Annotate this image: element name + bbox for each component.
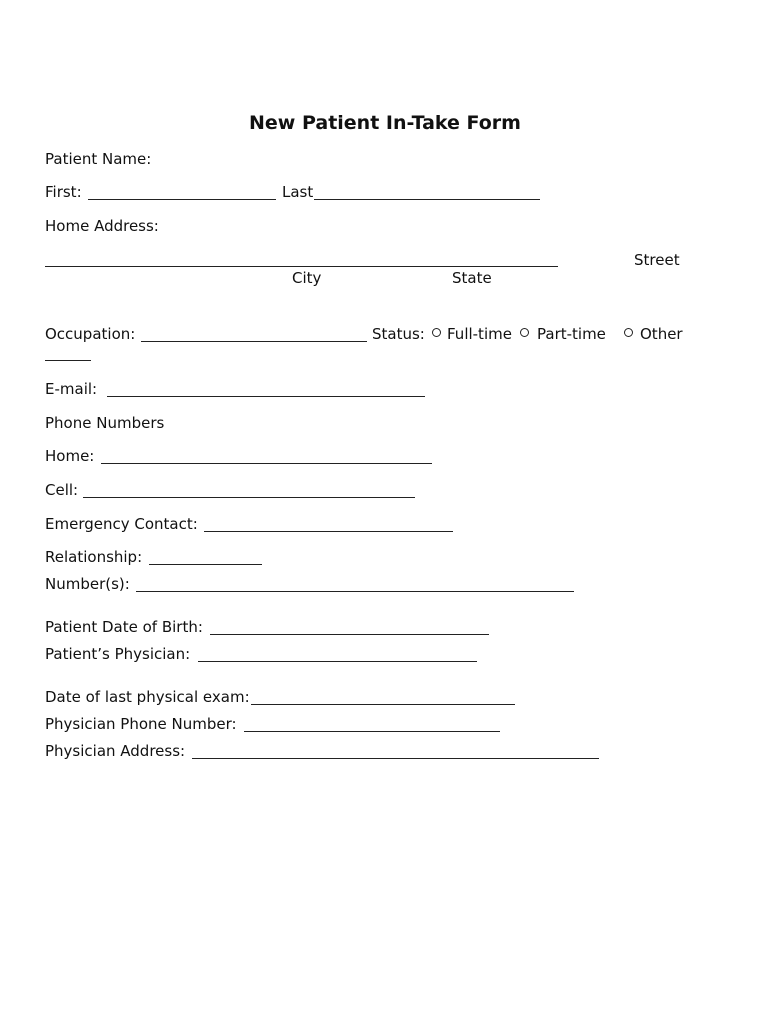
- physician-address-label: Physician Address:: [45, 742, 186, 760]
- radio-part-time[interactable]: [520, 328, 529, 337]
- other-status-field[interactable]: [45, 360, 91, 361]
- physician-phone-field[interactable]: [244, 731, 500, 732]
- email-field[interactable]: [107, 396, 425, 397]
- radio-other[interactable]: [624, 328, 633, 337]
- emergency-contact-label: Emergency Contact:: [45, 515, 198, 533]
- relationship-label: Relationship:: [45, 548, 143, 566]
- patient-name-label: Patient Name:: [45, 150, 152, 168]
- emergency-contact-field[interactable]: [204, 531, 453, 532]
- status-option-part-time: Part-time: [537, 325, 606, 343]
- emergency-numbers-field[interactable]: [136, 591, 574, 592]
- status-option-other: Other: [640, 325, 683, 343]
- home-phone-label: Home:: [45, 447, 95, 465]
- physician-phone-label: Physician Phone Number:: [45, 715, 237, 733]
- physician-field[interactable]: [198, 661, 477, 662]
- street-label: Street: [634, 251, 680, 269]
- last-exam-field[interactable]: [251, 704, 515, 705]
- phone-numbers-heading: Phone Numbers: [45, 414, 165, 432]
- first-name-field[interactable]: [88, 199, 276, 200]
- home-phone-field[interactable]: [101, 463, 432, 464]
- occupation-label: Occupation:: [45, 325, 136, 343]
- cell-phone-field[interactable]: [83, 497, 415, 498]
- state-label: State: [452, 269, 492, 287]
- cell-phone-label: Cell:: [45, 481, 79, 499]
- relationship-field[interactable]: [149, 564, 262, 565]
- dob-field[interactable]: [210, 634, 489, 635]
- first-name-label: First:: [45, 183, 82, 201]
- last-exam-label: Date of last physical exam:: [45, 688, 250, 706]
- last-name-field[interactable]: [314, 199, 540, 200]
- city-label: City: [292, 269, 322, 287]
- home-address-field[interactable]: [45, 266, 558, 267]
- emergency-numbers-label: Number(s):: [45, 575, 130, 593]
- status-option-full-time: Full-time: [447, 325, 512, 343]
- status-label: Status:: [372, 325, 425, 343]
- email-label: E-mail:: [45, 380, 98, 398]
- occupation-field[interactable]: [141, 341, 367, 342]
- home-address-label: Home Address:: [45, 217, 159, 235]
- physician-address-field[interactable]: [192, 758, 599, 759]
- form-title: New Patient In-Take Form: [249, 112, 521, 134]
- last-name-label: Last: [282, 183, 314, 201]
- radio-full-time[interactable]: [432, 328, 441, 337]
- dob-label: Patient Date of Birth:: [45, 618, 203, 636]
- physician-label: Patient’s Physician:: [45, 645, 191, 663]
